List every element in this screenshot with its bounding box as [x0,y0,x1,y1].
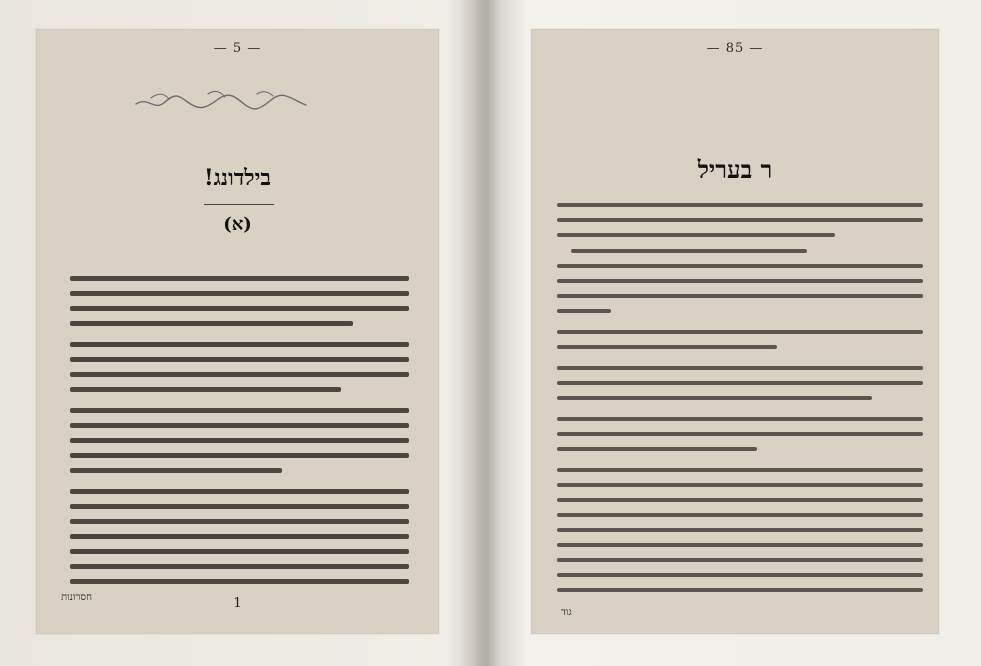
text-line-right-16 [557,447,757,451]
right-page-title: ר בעריל [697,155,773,184]
text-line-right-21 [557,528,923,532]
text-line-left-18 [70,549,409,554]
left-page-number: 1 [233,596,242,611]
text-line-left-5 [70,342,409,347]
text-line-left-8 [70,387,341,392]
text-line-right-10 [557,345,777,349]
book-gutter-shadow [446,0,528,666]
section-mark: (א) [223,214,252,235]
right-page-header: — 85 — [706,41,764,56]
left-page [36,29,439,634]
text-line-left-19 [70,564,409,569]
text-line-left-10 [70,423,409,428]
text-line-right-2 [557,218,923,222]
left-page-footer-note: חסרונות [61,592,92,603]
text-line-right-14 [557,417,923,421]
text-line-right-8 [557,309,611,313]
text-line-right-18 [557,483,923,487]
text-line-right-25 [557,588,923,592]
text-line-right-15 [557,432,923,436]
text-line-left-17 [70,534,409,539]
text-line-left-13 [70,468,282,473]
text-line-right-5 [557,264,923,268]
text-line-left-12 [70,453,409,458]
text-line-right-24 [557,573,923,577]
text-line-left-3 [70,306,409,311]
text-line-left-7 [70,372,409,377]
text-line-right-12 [557,381,923,385]
text-line-left-16 [70,519,409,524]
title-separator [204,204,274,205]
right-page-footer-note: גוד [561,607,572,618]
text-line-right-3 [557,233,835,237]
text-line-right-7 [557,294,923,298]
right-page [531,29,939,634]
text-line-right-4 [571,249,807,253]
text-line-left-15 [70,504,409,509]
text-line-right-11 [557,366,923,370]
text-line-left-9 [70,408,409,413]
text-line-right-6 [557,279,923,283]
text-line-left-1 [70,276,409,281]
text-line-left-2 [70,291,409,296]
text-line-right-23 [557,558,923,562]
text-line-left-20 [70,579,409,584]
text-line-left-4 [70,321,353,326]
text-line-right-17 [557,468,923,472]
text-line-right-1 [557,203,923,207]
text-line-right-9 [557,330,923,334]
text-line-right-22 [557,543,923,547]
text-line-right-13 [557,396,872,400]
text-line-left-11 [70,438,409,443]
left-page-title: בילדונג! [204,165,271,191]
left-page-header: — 5 — [213,41,262,56]
text-line-right-19 [557,498,923,502]
handwritten-signature [131,84,311,120]
text-line-right-20 [557,513,923,517]
text-line-left-6 [70,357,409,362]
text-line-left-14 [70,489,409,494]
